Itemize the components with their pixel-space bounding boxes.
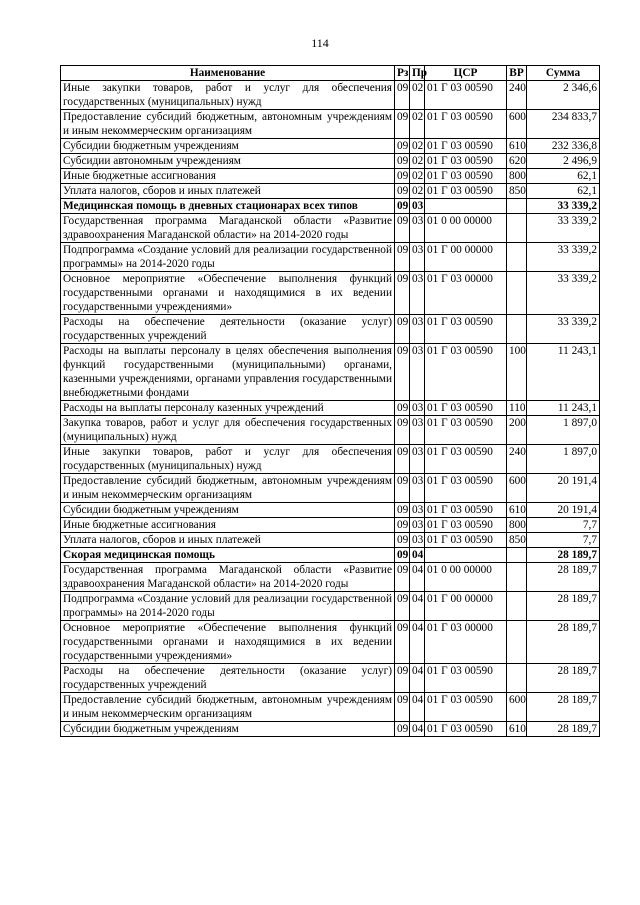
cell-pr: 03	[410, 474, 425, 503]
table-row	[61, 548, 600, 563]
header-sum: Сумма	[527, 66, 600, 81]
cell-sum: 20 191,4	[527, 474, 600, 503]
cell-name: Основное мероприятие «Обеспечение выполнения функций государственными органами и находящимися в их ведении государственными учреждениями»	[61, 272, 395, 315]
cell-rz: 09	[395, 592, 410, 621]
cell-vr: 240	[507, 445, 527, 474]
cell-pr: 04	[410, 621, 425, 664]
cell-sum: 234 833,7	[527, 110, 600, 139]
cell-csr: 01 Г 03 00590	[425, 722, 507, 737]
cell-vr: 610	[507, 722, 527, 737]
cell-vr	[507, 214, 527, 243]
cell-rz: 09	[395, 563, 410, 592]
cell-name: Скорая медицинская помощь	[61, 548, 395, 563]
cell-pr: 04	[410, 592, 425, 621]
cell-csr: 01 0 00 00000	[425, 214, 507, 243]
table-row	[61, 401, 600, 416]
cell-sum: 33 339,2	[527, 243, 600, 272]
cell-rz: 09	[395, 416, 410, 445]
cell-pr: 03	[410, 445, 425, 474]
table-row	[61, 474, 600, 503]
cell-csr: 01 Г 03 00590	[425, 139, 507, 154]
cell-vr: 200	[507, 416, 527, 445]
cell-pr: 04	[410, 664, 425, 693]
cell-csr: 01 Г 03 00590	[425, 416, 507, 445]
cell-vr: 600	[507, 110, 527, 139]
cell-name: Закупка товаров, работ и услуг для обеспечения государственных (муниципальных) нужд	[61, 416, 395, 445]
cell-name: Уплата налогов, сборов и иных платежей	[61, 184, 395, 199]
cell-sum: 28 189,7	[527, 693, 600, 722]
cell-rz: 09	[395, 214, 410, 243]
table-row	[61, 722, 600, 737]
cell-name: Расходы на выплаты персоналу казенных учреждений	[61, 401, 395, 416]
cell-name: Субсидии бюджетным учреждениям	[61, 139, 395, 154]
header-vr: ВР	[507, 66, 527, 81]
cell-sum: 28 189,7	[527, 563, 600, 592]
cell-rz: 09	[395, 401, 410, 416]
table-row	[61, 664, 600, 693]
cell-name: Расходы на обеспечение деятельности (оказание услуг) государственных учреждений	[61, 664, 395, 693]
cell-sum: 1 897,0	[527, 445, 600, 474]
cell-pr: 04	[410, 693, 425, 722]
cell-rz: 09	[395, 664, 410, 693]
table-row	[61, 563, 600, 592]
table-row	[61, 533, 600, 548]
cell-pr: 03	[410, 214, 425, 243]
cell-sum: 11 243,1	[527, 401, 600, 416]
cell-vr	[507, 548, 527, 563]
cell-vr	[507, 315, 527, 344]
cell-name: Уплата налогов, сборов и иных платежей	[61, 533, 395, 548]
cell-rz: 09	[395, 533, 410, 548]
cell-name: Медицинская помощь в дневных стационарах всех типов	[61, 199, 395, 214]
cell-vr: 850	[507, 533, 527, 548]
cell-csr: 01 Г 03 00000	[425, 621, 507, 664]
cell-pr: 02	[410, 139, 425, 154]
cell-sum: 1 897,0	[527, 416, 600, 445]
page-number: 114	[311, 36, 329, 50]
cell-csr: 01 Г 03 00590	[425, 474, 507, 503]
cell-rz: 09	[395, 139, 410, 154]
cell-sum: 7,7	[527, 533, 600, 548]
cell-csr: 01 Г 03 00590	[425, 81, 507, 110]
cell-vr: 600	[507, 693, 527, 722]
cell-name: Иные бюджетные ассигнования	[61, 169, 395, 184]
cell-vr: 110	[507, 401, 527, 416]
cell-csr: 01 Г 03 00590	[425, 693, 507, 722]
cell-pr: 04	[410, 548, 425, 563]
cell-sum: 33 339,2	[527, 214, 600, 243]
cell-rz: 09	[395, 445, 410, 474]
cell-rz: 09	[395, 272, 410, 315]
cell-name: Предоставление субсидий бюджетным, автономным учреждениям и иным некоммерческим организациям	[61, 693, 395, 722]
table-row	[61, 503, 600, 518]
cell-csr: 01 Г 03 00590	[425, 344, 507, 401]
cell-vr: 800	[507, 169, 527, 184]
cell-csr: 01 Г 03 00590	[425, 533, 507, 548]
cell-sum: 28 189,7	[527, 722, 600, 737]
cell-pr: 03	[410, 503, 425, 518]
table-row	[61, 81, 600, 110]
cell-rz: 09	[395, 474, 410, 503]
cell-pr: 03	[410, 401, 425, 416]
cell-sum: 28 189,7	[527, 592, 600, 621]
cell-csr: 01 Г 00 00000	[425, 592, 507, 621]
cell-vr: 800	[507, 518, 527, 533]
cell-sum: 33 339,2	[527, 199, 600, 214]
cell-name: Государственная программа Магаданской области «Развитие здравоохранения Магаданской области» на 2014-2020 годы	[61, 563, 395, 592]
cell-csr	[425, 548, 507, 563]
table-row	[61, 518, 600, 533]
table-row	[61, 199, 600, 214]
cell-vr	[507, 243, 527, 272]
cell-vr	[507, 664, 527, 693]
cell-csr: 01 Г 03 00590	[425, 169, 507, 184]
cell-pr: 03	[410, 533, 425, 548]
cell-csr: 01 Г 03 00590	[425, 518, 507, 533]
table-row	[61, 592, 600, 621]
cell-csr: 01 Г 03 00590	[425, 401, 507, 416]
cell-pr: 02	[410, 184, 425, 199]
cell-rz: 09	[395, 315, 410, 344]
table-row	[61, 169, 600, 184]
cell-name: Подпрограмма «Создание условий для реализации государственной программы» на 2014-2020 годы	[61, 243, 395, 272]
cell-rz: 09	[395, 693, 410, 722]
cell-csr: 01 0 00 00000	[425, 563, 507, 592]
cell-rz: 09	[395, 110, 410, 139]
cell-pr: 02	[410, 110, 425, 139]
cell-sum: 11 243,1	[527, 344, 600, 401]
cell-sum: 62,1	[527, 184, 600, 199]
cell-rz: 09	[395, 169, 410, 184]
cell-pr: 03	[410, 272, 425, 315]
cell-sum: 2 346,6	[527, 81, 600, 110]
cell-name: Предоставление субсидий бюджетным, автономным учреждениям и иным некоммерческим организациям	[61, 110, 395, 139]
cell-sum: 33 339,2	[527, 272, 600, 315]
cell-name: Государственная программа Магаданской области «Развитие здравоохранения Магаданской области» на 2014-2020 годы	[61, 214, 395, 243]
cell-vr	[507, 621, 527, 664]
cell-pr: 03	[410, 416, 425, 445]
cell-rz: 09	[395, 548, 410, 563]
cell-sum: 2 496,9	[527, 154, 600, 169]
cell-vr: 610	[507, 139, 527, 154]
cell-pr: 03	[410, 518, 425, 533]
table-row	[61, 184, 600, 199]
cell-vr	[507, 592, 527, 621]
cell-rz: 09	[395, 722, 410, 737]
cell-rz: 09	[395, 199, 410, 214]
cell-name: Предоставление субсидий бюджетным, автономным учреждениям и иным некоммерческим организациям	[61, 474, 395, 503]
cell-csr	[425, 199, 507, 214]
cell-name: Подпрограмма «Создание условий для реализации государственной программы» на 2014-2020 годы	[61, 592, 395, 621]
table-row	[61, 139, 600, 154]
table-row	[61, 214, 600, 243]
cell-csr: 01 Г 00 00000	[425, 243, 507, 272]
table-row	[61, 315, 600, 344]
cell-pr: 04	[410, 722, 425, 737]
cell-rz: 09	[395, 518, 410, 533]
table-row	[61, 344, 600, 401]
cell-vr: 620	[507, 154, 527, 169]
cell-vr	[507, 563, 527, 592]
cell-name: Расходы на выплаты персоналу в целях обеспечения выполнения функций государственными (муниципальными) органами, казенными учреждениями, органами управления государственными внебюджетными фондами	[61, 344, 395, 401]
cell-sum: 20 191,4	[527, 503, 600, 518]
cell-csr: 01 Г 03 00000	[425, 272, 507, 315]
header-rz: Рз	[395, 66, 410, 81]
cell-pr: 02	[410, 169, 425, 184]
table-row	[61, 416, 600, 445]
cell-name: Субсидии бюджетным учреждениям	[61, 503, 395, 518]
budget-table	[60, 65, 600, 737]
cell-rz: 09	[395, 81, 410, 110]
cell-csr: 01 Г 03 00590	[425, 184, 507, 199]
cell-pr: 03	[410, 243, 425, 272]
table-row	[61, 243, 600, 272]
cell-sum: 62,1	[527, 169, 600, 184]
cell-name: Иные закупки товаров, работ и услуг для обеспечения государственных (муниципальных) нужд	[61, 445, 395, 474]
cell-csr: 01 Г 03 00590	[425, 315, 507, 344]
header-csr: ЦСР	[425, 66, 507, 81]
cell-pr: 02	[410, 81, 425, 110]
cell-pr: 02	[410, 154, 425, 169]
cell-sum: 33 339,2	[527, 315, 600, 344]
cell-name: Иные бюджетные ассигнования	[61, 518, 395, 533]
table-row	[61, 272, 600, 315]
cell-csr: 01 Г 03 00590	[425, 154, 507, 169]
table-row	[61, 110, 600, 139]
cell-sum: 7,7	[527, 518, 600, 533]
cell-pr: 03	[410, 315, 425, 344]
cell-sum: 28 189,7	[527, 664, 600, 693]
cell-rz: 09	[395, 344, 410, 401]
cell-csr: 01 Г 03 00590	[425, 664, 507, 693]
cell-pr: 03	[410, 344, 425, 401]
table-row	[61, 621, 600, 664]
cell-rz: 09	[395, 184, 410, 199]
cell-sum: 232 336,8	[527, 139, 600, 154]
cell-csr: 01 Г 03 00590	[425, 110, 507, 139]
cell-csr: 01 Г 03 00590	[425, 445, 507, 474]
cell-vr: 100	[507, 344, 527, 401]
table-row	[61, 693, 600, 722]
cell-name: Иные закупки товаров, работ и услуг для обеспечения государственных (муниципальных) нужд	[61, 81, 395, 110]
cell-sum: 28 189,7	[527, 548, 600, 563]
cell-name: Расходы на обеспечение деятельности (оказание услуг) государственных учреждений	[61, 315, 395, 344]
cell-name: Субсидии автономным учреждениям	[61, 154, 395, 169]
cell-vr	[507, 272, 527, 315]
table-row	[61, 445, 600, 474]
header-name: Наименование	[61, 66, 395, 81]
cell-vr: 600	[507, 474, 527, 503]
cell-pr: 04	[410, 563, 425, 592]
cell-vr: 850	[507, 184, 527, 199]
cell-name: Основное мероприятие «Обеспечение выполнения функций государственными органами и находящимися в их ведении государственными учреждениями»	[61, 621, 395, 664]
header-pr: Пр	[410, 66, 425, 81]
cell-rz: 09	[395, 621, 410, 664]
cell-vr: 240	[507, 81, 527, 110]
cell-name: Субсидии бюджетным учреждениям	[61, 722, 395, 737]
cell-rz: 09	[395, 503, 410, 518]
table-header-row	[61, 66, 600, 81]
cell-rz: 09	[395, 243, 410, 272]
cell-vr: 610	[507, 503, 527, 518]
cell-csr: 01 Г 03 00590	[425, 503, 507, 518]
cell-vr	[507, 199, 527, 214]
table-row	[61, 154, 600, 169]
cell-pr: 03	[410, 199, 425, 214]
cell-sum: 28 189,7	[527, 621, 600, 664]
cell-rz: 09	[395, 154, 410, 169]
